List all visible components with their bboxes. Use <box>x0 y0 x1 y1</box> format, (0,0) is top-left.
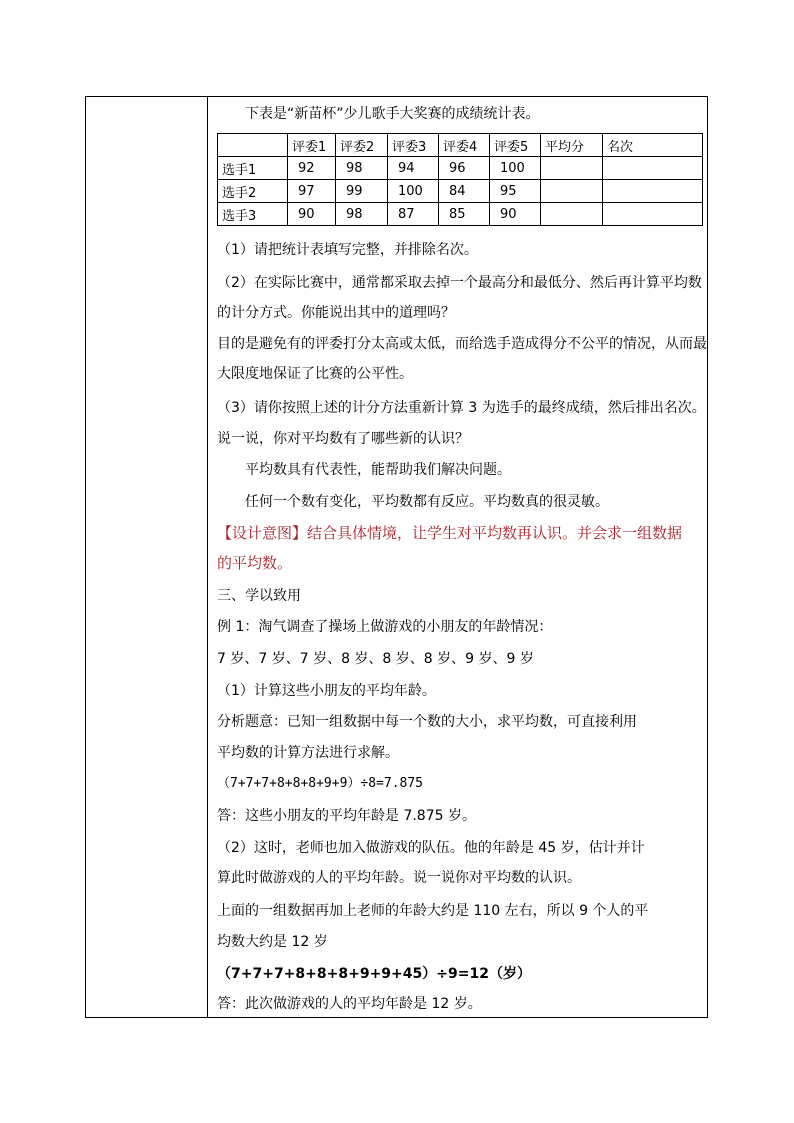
table-cell: 97 <box>288 180 336 203</box>
score-table <box>217 133 703 226</box>
table-row <box>218 157 703 180</box>
ages-list: 7 岁、7 岁、7 岁、8 岁、8 岁、8 岁、9 岁、9 岁 <box>217 651 534 667</box>
analysis-line-2: 平均数的计算方法进行求解。 <box>217 745 399 761</box>
table-header-cell: 平均分 <box>541 134 603 157</box>
table-header-row <box>218 134 703 157</box>
question-4: 说一说，你对平均数有了哪些新的认识？ <box>217 431 469 447</box>
table-cell: 98 <box>336 203 388 226</box>
analysis-line-1: 分析题意：已知一组数据中每一个数的大小，求平均数，可直接利用 <box>217 714 637 730</box>
question-2-line-2: 的计分方式。你能说出其中的道理吗？ <box>217 305 455 321</box>
calculation-2: （7+7+7+8+8+8+9+9+45）÷9=12（岁） <box>217 966 531 982</box>
example-1-question-2-line-1: （2）这时，老师也加入做游戏的队伍。他的年龄是 45 岁，估计并计 <box>217 840 645 856</box>
table-cell: 85 <box>439 203 490 226</box>
content-cell <box>209 97 707 1017</box>
table-cell: 95 <box>490 180 541 203</box>
table-header-cell: 评委2 <box>336 134 388 157</box>
example-1-question-1: （1）计算这些小朋友的平均年龄。 <box>217 683 436 699</box>
estimate-line-2: 均数大约是 12 岁 <box>217 934 328 950</box>
table-cell: 90 <box>288 203 336 226</box>
table-cell <box>603 203 703 226</box>
table-cell: 99 <box>336 180 388 203</box>
design-intent-line-1: 【设计意图】结合具体情境，让学生对平均数再认识。并会求一组数据 <box>217 524 683 542</box>
intro-text: 下表是“新苗杯”少儿歌手大奖赛的成绩统计表。 <box>245 106 540 122</box>
table-cell <box>541 157 603 180</box>
calculation-1: （7+7+7+8+8+8+9+9）÷8=7.875 <box>217 776 424 791</box>
table-row <box>218 203 703 226</box>
table-header-cell: 评委5 <box>490 134 541 157</box>
answer-4-line-2: 任何一个数有变化，平均数都有反应。平均数真的很灵敏。 <box>245 494 609 510</box>
table-cell <box>541 203 603 226</box>
left-column-cell <box>86 97 208 1017</box>
table-cell: 87 <box>388 203 439 226</box>
table-cell: 94 <box>388 157 439 180</box>
table-header-cell <box>218 134 288 157</box>
answer-1: 答：这些小朋友的平均年龄是 7.875 岁。 <box>217 808 476 824</box>
table-header-cell: 评委4 <box>439 134 490 157</box>
table-cell: 90 <box>490 203 541 226</box>
table-cell: 96 <box>439 157 490 180</box>
table-cell: 84 <box>439 180 490 203</box>
table-cell <box>541 180 603 203</box>
table-cell: 选手1 <box>218 157 288 180</box>
question-1: （1）请把统计表填写完整，并排除名次。 <box>217 242 478 258</box>
table-header-cell: 评委3 <box>388 134 439 157</box>
table-row <box>218 180 703 203</box>
table-cell: 100 <box>388 180 439 203</box>
answer-2-line-2: 大限度地保证了比赛的公平性。 <box>217 366 413 382</box>
table-cell <box>603 157 703 180</box>
table-cell: 98 <box>336 157 388 180</box>
answer-4-line-1: 平均数具有代表性，能帮助我们解决问题。 <box>245 462 511 478</box>
table-cell: 92 <box>288 157 336 180</box>
question-2-line-1: （2）在实际比赛中，通常都采取去掉一个最高分和最低分、然后再计算平均数 <box>217 275 702 291</box>
table-cell: 选手2 <box>218 180 288 203</box>
answer-2: 答：此次做游戏的人的平均年龄是 12 岁。 <box>217 996 482 1012</box>
example-1-question-2-line-2: 算此时做游戏的人的平均年龄。说一说你对平均数的认识。 <box>217 870 581 886</box>
section-heading: 三、学以致用 <box>217 588 301 604</box>
table-cell <box>603 180 703 203</box>
design-intent-line-2: 的平均数。 <box>217 554 293 572</box>
table-header-cell: 名次 <box>603 134 703 157</box>
table-cell: 选手3 <box>218 203 288 226</box>
answer-2-line-1: 目的是避免有的评委打分太高或太低，而给选手造成得分不公平的情况，从而最 <box>217 336 707 352</box>
table-cell: 100 <box>490 157 541 180</box>
lesson-table <box>85 96 708 1018</box>
question-3: （3）请你按照上述的计分方法重新计算 3 为选手的最终成绩，然后排出名次。 <box>217 400 706 416</box>
estimate-line-1: 上面的一组数据再加上老师的年龄大约是 110 左右，所以 9 个人的平 <box>217 903 649 919</box>
example-1-intro: 例 1：淘气调查了操场上做游戏的小朋友的年龄情况： <box>217 619 553 635</box>
table-header-cell: 评委1 <box>288 134 336 157</box>
